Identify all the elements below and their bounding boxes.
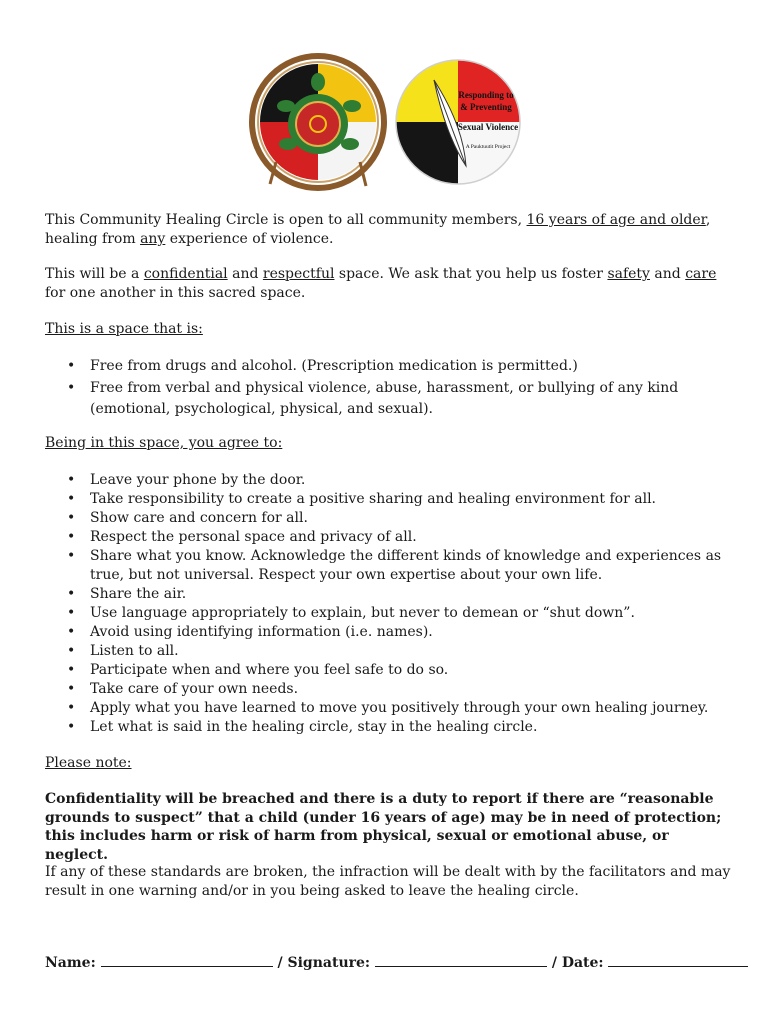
respectful-emphasis: respectful (262, 266, 335, 282)
header-logos (248, 52, 528, 192)
bullet: • (67, 380, 76, 396)
description-text: for one another in this sacred space. (45, 285, 306, 301)
list-item (45, 604, 735, 623)
description-text: and (227, 266, 263, 282)
bullet: • (67, 605, 76, 621)
description-text: This will be a (45, 266, 144, 282)
logo-text-line3: Sexual Violence (457, 122, 519, 132)
bullet: • (67, 510, 76, 526)
bullet: • (67, 586, 76, 602)
list-item (45, 642, 735, 661)
care-emphasis: care (685, 266, 717, 282)
list-item (45, 547, 735, 585)
list-item-text: Leave your phone by the door. (90, 472, 306, 488)
list-item (45, 680, 735, 699)
agree-heading: Being in this space, you agree to: (45, 435, 283, 451)
intro-text: This Community Healing Circle is open to all community members, (45, 212, 527, 228)
bullet: • (67, 700, 76, 716)
description-text: and (649, 266, 686, 282)
infraction-paragraph: If any of these standards are broken, the infraction will be dealt with by the facilitators and may result in one warning and/or in you being asked to leave the healing circle. (45, 864, 731, 899)
bullet: • (67, 681, 76, 697)
list-item (45, 718, 735, 737)
list-item-text: Let what is said in the healing circle, stay in the healing circle. (90, 719, 538, 735)
list-item-text: Take care of your own needs. (90, 681, 299, 697)
note-heading: Please note: (45, 755, 132, 771)
list-item-text: Respect the personal space and privacy of all. (90, 529, 417, 545)
name-label: Name: (45, 955, 96, 971)
agree-list (45, 471, 735, 737)
list-item (45, 509, 735, 528)
list-item-text: Apply what you have learned to move you positively through your own healing journey. (90, 700, 709, 716)
list-item (45, 378, 735, 420)
list-item-text: Participate when and where you feel safe to do so. (90, 662, 449, 678)
list-item (45, 357, 735, 376)
list-item (45, 490, 735, 509)
list-item (45, 699, 735, 718)
bullet: • (67, 662, 76, 678)
date-field[interactable] (608, 954, 748, 967)
intro-text: , healing from (45, 212, 711, 247)
list-item (45, 623, 735, 642)
bullet: • (67, 548, 76, 564)
bullet: • (67, 472, 76, 488)
bullet: • (67, 358, 76, 374)
list-item (45, 528, 735, 547)
signature-label: / Signature: (277, 955, 371, 971)
date-label: / Date: (551, 955, 604, 971)
list-item-text: Share the air. (90, 586, 187, 602)
list-item-text: Show care and concern for all. (90, 510, 308, 526)
list-item (45, 661, 735, 680)
bullet: • (67, 643, 76, 659)
bullet: • (67, 529, 76, 545)
list-item-text: Take responsibility to create a positive sharing and healing environment for all. (90, 491, 656, 507)
name-field[interactable] (101, 954, 273, 967)
age-requirement: 16 years of age and older (526, 212, 706, 228)
intro-paragraph (45, 211, 735, 249)
signature-row (45, 954, 735, 971)
confidentiality-notice: Confidentiality will be breached and there is a duty to report if there are “reasonable grounds to suspect” that a child (under 16 years of age) may be in need of protection; this includes harm or risk of harm from physical, sexual or emotional abuse, or neglect. (45, 791, 722, 863)
medicine-wheel-turtle-logo (248, 52, 388, 192)
list-item-text: Listen to all. (90, 643, 179, 659)
logo-text-line1: Responding to (458, 90, 514, 100)
list-item-text: Use language appropriately to explain, but never to demean or “shut down”. (90, 605, 635, 621)
bullet: • (67, 624, 76, 640)
list-item-text: Share what you know. Acknowledge the different kinds of knowledge and experiences as true, but not universal. Respect your own expertise about your own life. (90, 548, 722, 583)
space-list (45, 357, 735, 422)
space-description-paragraph (45, 265, 735, 303)
list-item (45, 585, 735, 604)
confidential-emphasis: confidential (143, 266, 228, 282)
responding-preventing-logo (394, 58, 522, 186)
description-text: space. We ask that you help us foster (334, 266, 608, 282)
list-item-text: Free from verbal and physical violence, abuse, harassment, or bullying of any kind (emotional, psychological, physical, and sexual). (90, 380, 679, 417)
any-emphasis: any (140, 231, 166, 247)
logo-text-line2: & Preventing (460, 102, 512, 112)
list-item-text: Free from drugs and alcohol. (Prescription medication is permitted.) (90, 358, 578, 374)
signature-field[interactable] (375, 954, 547, 967)
list-item (45, 471, 735, 490)
bullet: • (67, 719, 76, 735)
logo-text-line4: A Pauktuutit Project (465, 144, 511, 150)
list-item-text: Avoid using identifying information (i.e. names). (90, 624, 433, 640)
intro-text: experience of violence. (165, 231, 334, 247)
space-heading: This is a space that is: (45, 321, 203, 337)
bullet: • (67, 491, 76, 507)
safety-emphasis: safety (607, 266, 650, 282)
